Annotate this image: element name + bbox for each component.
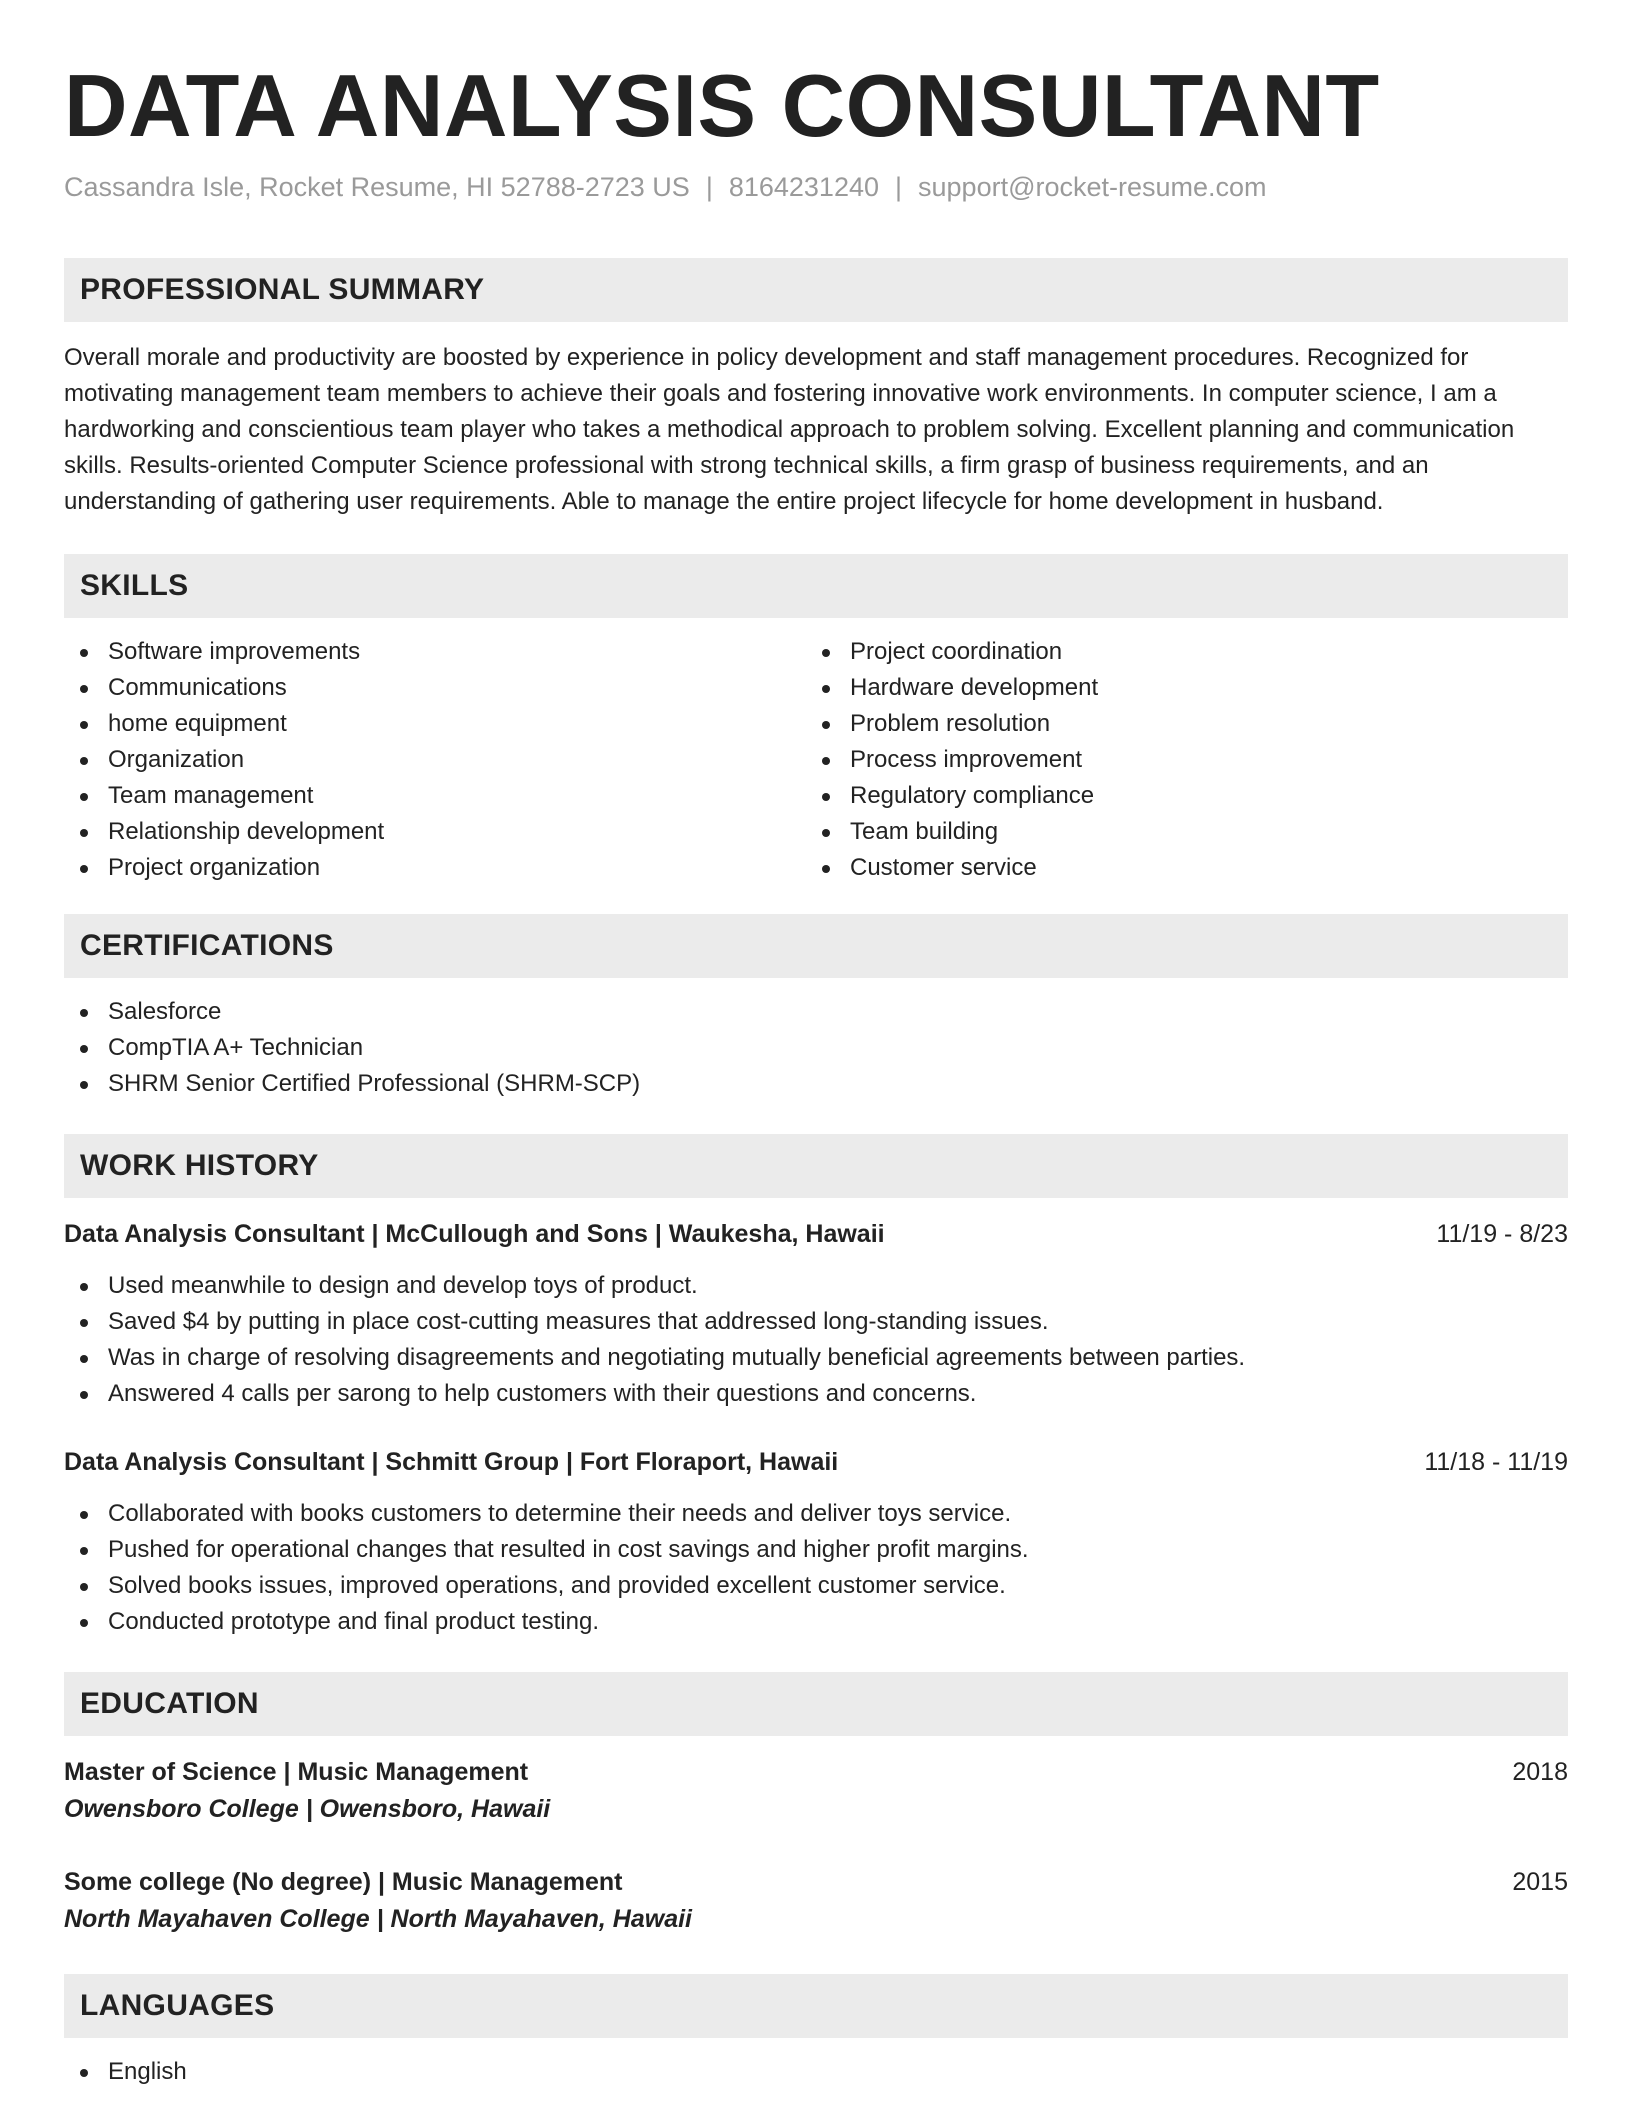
- skills-grid: [64, 634, 1568, 886]
- job-entry: [64, 1444, 1568, 1640]
- certifications-list: [64, 994, 1568, 1102]
- education-header: [64, 1754, 1568, 1790]
- education-header: [64, 1864, 1568, 1900]
- education-entry: [64, 1754, 1568, 1828]
- skill-item: Organization: [64, 742, 806, 778]
- contact-address: Cassandra Isle, Rocket Resume, HI 52788-2723 US: [64, 172, 690, 202]
- education-year: 2015: [1512, 1868, 1568, 1896]
- job-title: Data Analysis Consultant | McCullough and Sons | Waukesha, Hawaii: [64, 1220, 885, 1248]
- section-heading-summary: PROFESSIONAL SUMMARY: [64, 258, 1568, 322]
- education-school: North Mayahaven College | North Mayahaven, Hawaii: [64, 1905, 692, 1933]
- summary-text: Overall morale and productivity are boosted by experience in policy development and staff management procedures. Recognized for motivating management team members to achieve their goals and fostering innovative work environments. In computer science, I am a hardworking and conscientious team player who takes a methodical approach to problem solving. Excellent planning and communication skills. Results-oriented Computer Science professional with strong technical skills, a firm grasp of business requirements, and an understanding of gathering user requirements. Able to manage the entire project lifecycle for home development in husband.: [64, 344, 1515, 515]
- contact-phone: 8164231240: [728, 172, 879, 202]
- skill-item: Hardware development: [806, 670, 1548, 706]
- skill-item: Software improvements: [64, 634, 806, 670]
- job-dates: 11/19 - 8/23: [1436, 1220, 1568, 1248]
- job-title: Data Analysis Consultant | Schmitt Group | Fort Floraport, Hawaii: [64, 1448, 839, 1476]
- languages-list: [64, 2054, 1568, 2090]
- skill-item: Process improvement: [806, 742, 1548, 778]
- education-school: Owensboro College | Owensboro, Hawaii: [64, 1795, 551, 1823]
- contact-email[interactable]: support@rocket-resume.com: [918, 172, 1267, 202]
- job-bullet: Used meanwhile to design and develop toys of product.: [64, 1268, 1568, 1304]
- skills-list-right: [806, 634, 1548, 886]
- job-bullets: [64, 1268, 1568, 1412]
- education-degree: Some college (No degree) | Music Management: [64, 1868, 623, 1896]
- certification-item: Salesforce: [64, 994, 1568, 1030]
- section-heading-languages: LANGUAGES: [64, 1974, 1568, 2038]
- skill-item: home equipment: [64, 706, 806, 742]
- certification-item: CompTIA A+ Technician: [64, 1030, 1568, 1066]
- job-bullet: Collaborated with books customers to determine their needs and deliver toys service.: [64, 1496, 1568, 1532]
- education-year: 2018: [1512, 1758, 1568, 1786]
- language-item: English: [64, 2054, 1568, 2090]
- job-bullet: Was in charge of resolving disagreements and negotiating mutually beneficial agreements between parties.: [64, 1340, 1568, 1376]
- resume-title: DATA ANALYSIS CONSULTANT: [64, 56, 1380, 155]
- skills-list-left: [64, 634, 806, 886]
- certification-item: SHRM Senior Certified Professional (SHRM-SCP): [64, 1066, 1568, 1102]
- skill-item: Communications: [64, 670, 806, 706]
- job-bullet: Pushed for operational changes that resulted in cost savings and higher profit margins.: [64, 1532, 1568, 1568]
- education-entry: [64, 1864, 1568, 1938]
- job-entry: [64, 1216, 1568, 1412]
- job-bullet: Conducted prototype and final product testing.: [64, 1604, 1568, 1640]
- job-header: [64, 1216, 1568, 1252]
- job-bullet: Answered 4 calls per sarong to help customers with their questions and concerns.: [64, 1376, 1568, 1412]
- education-degree: Master of Science | Music Management: [64, 1758, 529, 1786]
- job-bullet: Saved $4 by putting in place cost-cutting measures that addressed long-standing issues.: [64, 1304, 1568, 1340]
- skill-item: Team building: [806, 814, 1548, 850]
- skill-item: Customer service: [806, 850, 1548, 886]
- job-bullet: Solved books issues, improved operations, and provided excellent customer service.: [64, 1568, 1568, 1604]
- skill-item: Relationship development: [64, 814, 806, 850]
- section-heading-certifications: CERTIFICATIONS: [64, 914, 1568, 978]
- skill-item: Team management: [64, 778, 806, 814]
- contact-separator: |: [705, 172, 713, 202]
- skill-item: Project coordination: [806, 634, 1548, 670]
- skill-item: Project organization: [64, 850, 806, 886]
- skill-item: Problem resolution: [806, 706, 1548, 742]
- skill-item: Regulatory compliance: [806, 778, 1548, 814]
- section-heading-work-history: WORK HISTORY: [64, 1134, 1568, 1198]
- section-heading-education: EDUCATION: [64, 1672, 1568, 1736]
- section-heading-skills: SKILLS: [64, 554, 1568, 618]
- job-dates: 11/18 - 11/19: [1424, 1448, 1568, 1476]
- contact-separator: |: [895, 172, 903, 202]
- contact-line: [64, 170, 1568, 204]
- job-header: [64, 1444, 1568, 1480]
- job-bullets: [64, 1496, 1568, 1640]
